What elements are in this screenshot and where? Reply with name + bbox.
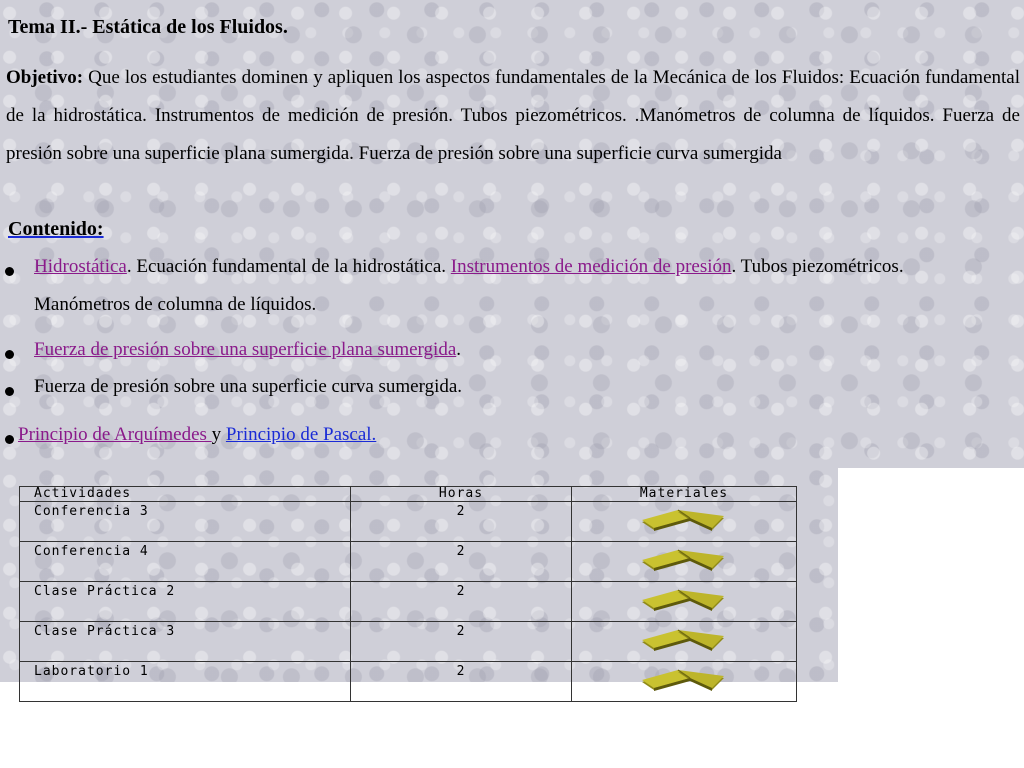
col-horas: Horas xyxy=(351,487,572,502)
book-icon[interactable] xyxy=(638,588,730,621)
list-item-text xyxy=(34,249,904,285)
table-header-row xyxy=(20,487,797,502)
table-row xyxy=(20,662,797,702)
link-pascal[interactable]: Principio de Pascal. xyxy=(225,424,377,445)
materials-cell[interactable] xyxy=(572,502,797,542)
link-instrumentos[interactable]: Instrumentos de medición de presión xyxy=(450,256,732,277)
activity-cell: Conferencia 3 xyxy=(20,502,351,542)
activity-cell: Conferencia 4 xyxy=(20,542,351,582)
book-icon[interactable] xyxy=(638,508,730,541)
objective-text: Que los estudiantes dominen y apliquen los aspectos fundamentales de la Mecánica de los Fluidos: Ecuación fundamental de la hidrostática. Instrumentos de medición de presión. Tubos piezométricos. .Manómetros de columna de líquidos. Fuerza de presión sobre una superficie plana sumergida. Fuerza de presión sobre una superficie curva sumergida xyxy=(6,67,1020,164)
objective-label: Objetivo: xyxy=(6,67,84,88)
bullet-icon xyxy=(5,387,14,396)
book-icon[interactable] xyxy=(638,548,730,581)
materials-cell[interactable] xyxy=(572,582,797,622)
item-text: . xyxy=(456,339,461,360)
materials-cell[interactable] xyxy=(572,542,797,582)
col-actividades: Actividades xyxy=(20,487,351,502)
book-icon[interactable] xyxy=(638,628,730,661)
list-item-text xyxy=(18,417,376,453)
activity-cell: Laboratorio 1 xyxy=(20,662,351,702)
link-hidrostatica[interactable]: Hidrostática xyxy=(34,256,127,277)
activity-cell: Clase Práctica 3 xyxy=(20,622,351,662)
table-row xyxy=(20,622,797,662)
bullet-icon xyxy=(5,435,14,444)
hours-cell: 2 xyxy=(351,502,572,542)
hours-cell: 2 xyxy=(351,662,572,702)
table-row xyxy=(20,582,797,622)
book-icon[interactable] xyxy=(638,668,730,701)
table-row xyxy=(20,542,797,582)
bullet-icon xyxy=(5,267,14,276)
materials-cell[interactable] xyxy=(572,662,797,702)
activities-table xyxy=(19,486,797,702)
hours-cell: 2 xyxy=(351,542,572,582)
list-item-text: Fuerza de presión sobre una superficie curva sumergida. xyxy=(34,376,463,397)
table-body xyxy=(20,502,797,702)
contenido-heading: Contenido: xyxy=(8,218,104,240)
col-materiales: Materiales xyxy=(572,487,797,502)
list-item-text-line2: Manómetros de columna de líquidos. xyxy=(34,294,317,315)
link-arquimedes[interactable]: Principio de Arquímedes xyxy=(18,424,212,445)
link-fuerza-plana[interactable]: Fuerza de presión sobre una superficie plana sumergida xyxy=(34,339,457,360)
hours-cell: 2 xyxy=(351,582,572,622)
list-item-text xyxy=(34,332,461,368)
item-text: . Ecuación fundamental de la hidrostática. xyxy=(126,256,451,277)
activity-cell: Clase Práctica 2 xyxy=(20,582,351,622)
bullet-icon xyxy=(5,350,14,359)
table-row xyxy=(20,502,797,542)
materials-cell[interactable] xyxy=(572,622,797,662)
objective-paragraph xyxy=(6,59,1020,173)
item-text: . Tubos piezométricos. xyxy=(731,256,904,277)
page-title: Tema II.- Estática de los Fluidos. xyxy=(8,16,288,38)
hours-cell: 2 xyxy=(351,622,572,662)
item-text: y xyxy=(211,424,226,445)
